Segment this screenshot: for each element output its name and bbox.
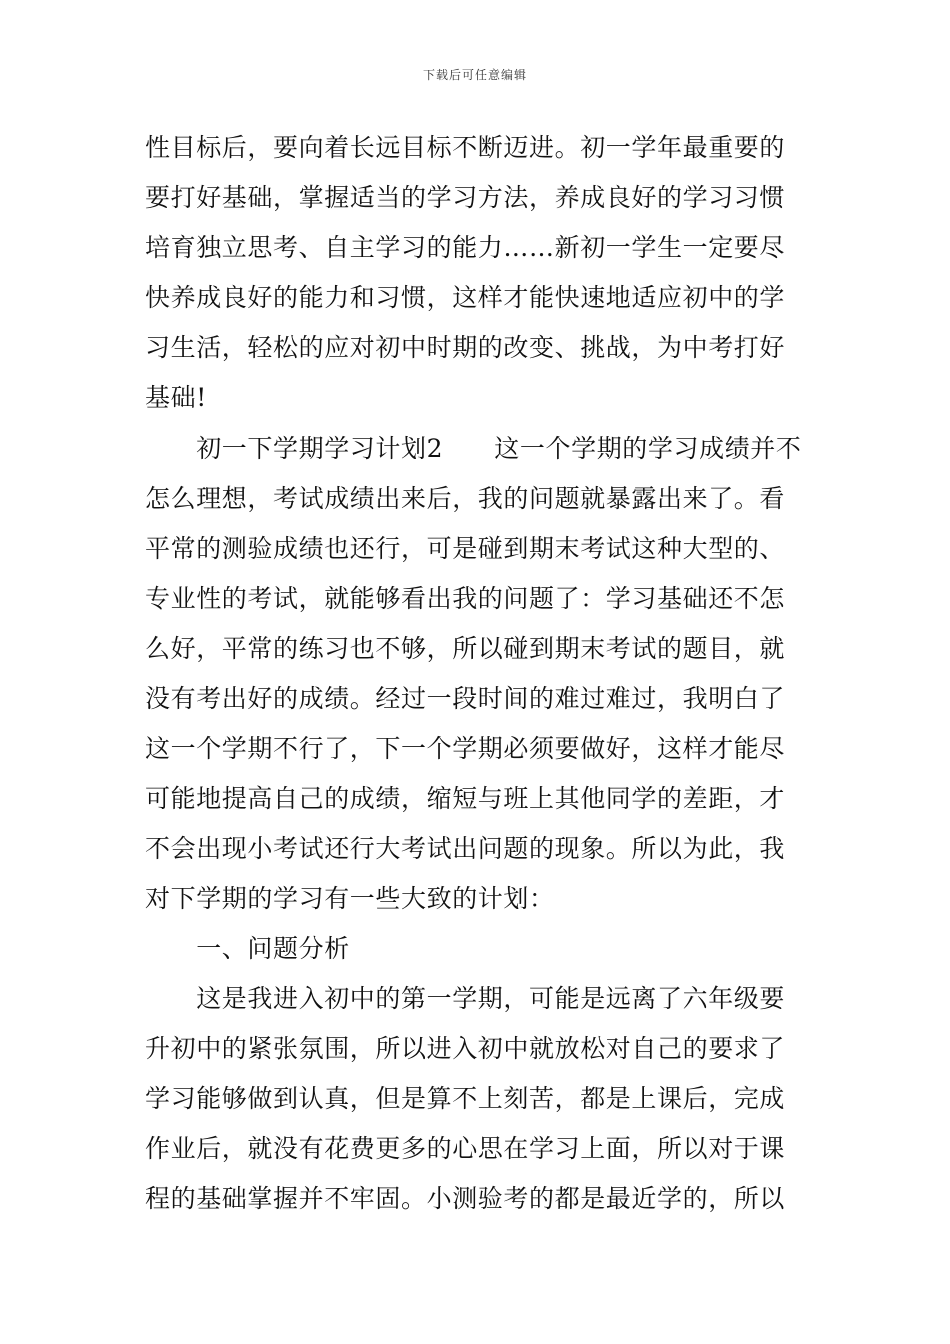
text-line: 专业性的考试，就能够看出我的问题了：学习基础还不怎 bbox=[145, 584, 786, 613]
text-line: 培育独立思考、自主学习的能力……新初一学生一定要尽 bbox=[145, 233, 786, 262]
text-line: 这是我进入初中的第一学期，可能是远离了六年级要 bbox=[145, 984, 786, 1013]
text-line: 要打好基础，掌握适当的学习方法，养成良好的学习习惯 bbox=[145, 183, 786, 212]
page-header: 下载后可任意编辑 bbox=[422, 68, 527, 82]
text-line: 不会出现小考试还行大考试出问题的现象。所以为此，我 bbox=[145, 834, 786, 863]
text-line: 作业后，就没有花费更多的心思在学习上面，所以对于课 bbox=[145, 1134, 786, 1163]
text-line: 学习能够做到认真，但是算不上刻苦，都是上课后，完成 bbox=[145, 1084, 786, 1113]
text-line: 初一下学期学习计划2 这一个学期的学习成绩并不 bbox=[145, 434, 802, 463]
text-line: 对下学期的学习有一些大致的计划： bbox=[145, 884, 555, 913]
text-line: 没有考出好的成绩。经过一段时间的难过难过，我明白了 bbox=[145, 684, 786, 713]
text-line: 平常的测验成绩也还行，可是碰到期末考试这种大型的、 bbox=[145, 534, 786, 563]
text-line: 习生活，轻松的应对初中时期的改变、挑战，为中考打好 bbox=[145, 333, 786, 362]
text-line: 基础! bbox=[145, 383, 207, 412]
text-line: 性目标后，要向着长远目标不断迈进。初一学年最重要的 bbox=[145, 133, 786, 162]
text-line: 升初中的紧张氛围，所以进入初中就放松对自己的要求了 bbox=[145, 1034, 786, 1063]
text-line: 快养成良好的能力和习惯，这样才能快速地适应初中的学 bbox=[145, 283, 786, 312]
section-heading: 一、问题分析 bbox=[145, 934, 350, 963]
text-line: 可能地提高自己的成绩，缩短与班上其他同学的差距，才 bbox=[145, 784, 786, 813]
text-line: 这一个学期不行了，下一个学期必须要做好，这样才能尽 bbox=[145, 734, 786, 763]
text-line: 怎么理想，考试成绩出来后，我的问题就暴露出来了。看 bbox=[145, 484, 786, 513]
text-line: 程的基础掌握并不牢固。小测验考的都是最近学的，所以 bbox=[145, 1184, 786, 1213]
text-line: 么好，平常的练习也不够，所以碰到期末考试的题目，就 bbox=[145, 634, 786, 663]
